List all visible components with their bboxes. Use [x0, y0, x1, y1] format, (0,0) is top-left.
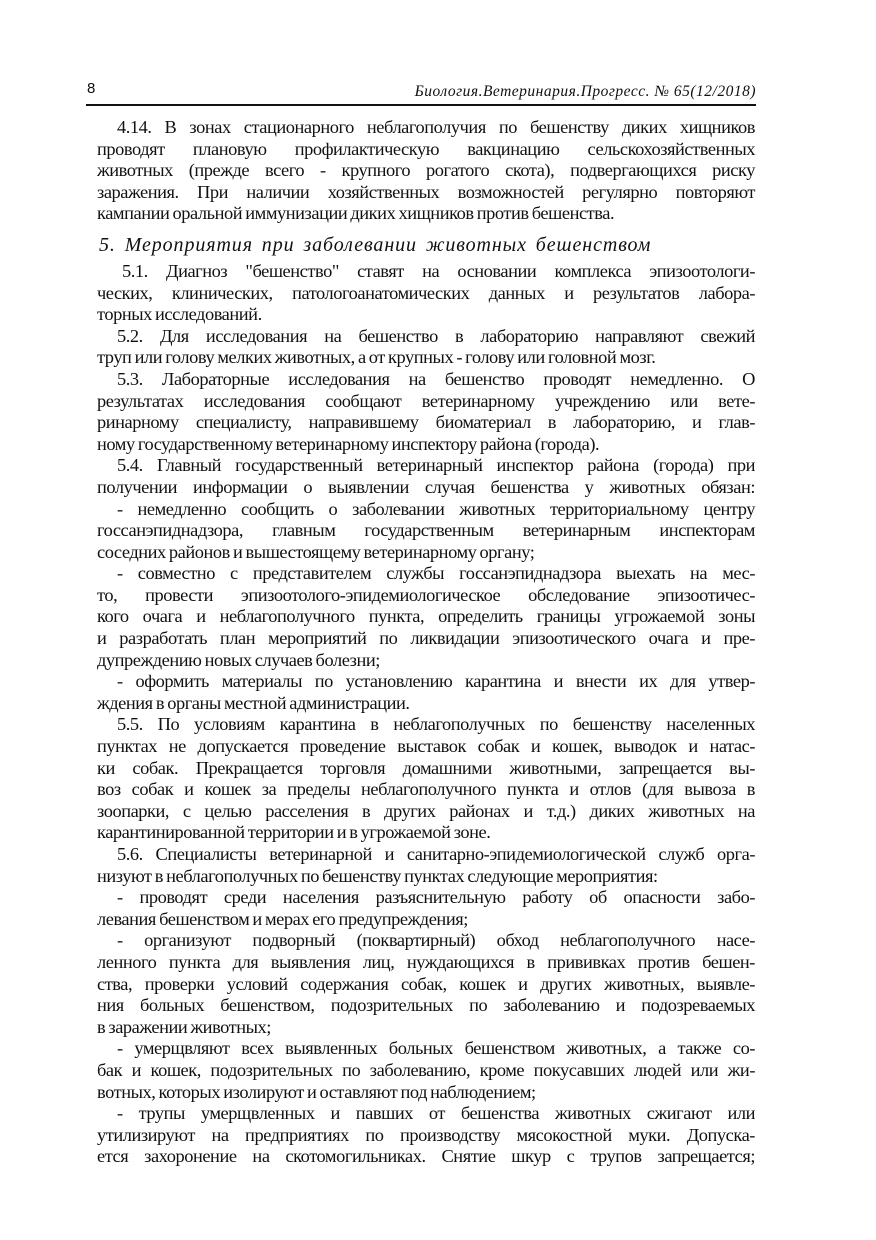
text-line: низуют в неблагополучных по бешенству пунктах следующие мероприятия: [97, 865, 658, 886]
text-line: ному государственному ветеринарному инспектору района (города). [97, 433, 600, 454]
text-line: 5.6. Специалисты ветеринарной и санитарно-эпидемиологической служб орга- [117, 844, 755, 864]
text-line: госсанэпиднадзора, главным государственным ветеринарным инспекторам [97, 520, 755, 541]
text-line: пунктах не допускается проведение выставок собак и кошек, выводок и натас- [97, 736, 755, 757]
text-line: ческих, клинических, патологоанатомических данных и результатов лабора- [97, 282, 755, 303]
text-line: торных исследований. [97, 304, 262, 325]
text-line: воз собак и кошек за пределы неблагополучного пункта и отлов (для вывоза в [97, 779, 755, 800]
text-line: ния больных бешенством, подозрительных по заболеванию и подозреваемых [97, 995, 755, 1016]
text-line: животных (прежде всего - крупного рогатого скота), подвергающихся риску [97, 160, 755, 181]
text-line: и разработать план мероприятий по ликвидации эпизоотического очага и пре- [97, 628, 755, 649]
text-line: кампании оральной иммунизации диких хищников против бешенства. [97, 203, 615, 224]
text-line: 5.2. Для исследования на бешенство в лабораторию направляют свежий [117, 325, 755, 346]
text-line: ждения в органы местной администрации. [97, 692, 410, 713]
section-heading: 5. Мероприятия при заболевании животных бешенством [99, 233, 652, 256]
document-body [97, 117, 755, 1168]
text-line: дупреждению новых случаев болезни; [97, 649, 380, 670]
text-line: проводят плановую профилактическую вакцинацию сельскохозяйственных [97, 138, 755, 159]
text-line: левания бешенством и мерах его предупреждения; [97, 908, 468, 929]
text-line: 4.14. В зонах стационарного неблагополучия по бешенству диких хищников [117, 117, 755, 137]
text-line: бак и кошек, подозрительных по заболеванию, кроме покусавших людей или жи- [97, 1059, 755, 1080]
text-line: - умерщвляют всех выявленных больных бешенством животных, а также со- [117, 1038, 755, 1059]
text-line: - организуют подворный (поквартирный) обход неблагополучного насе- [117, 930, 755, 951]
text-line: ется захоронение на скотомогильниках. Снятие шкур с трупов запрещается; [97, 1146, 755, 1167]
text-line: 5.5. По условиям карантина в неблагополучных по бешенству населенных [117, 714, 755, 735]
page-number: 8 [87, 80, 96, 97]
text-line: 5.1. Диагноз "бешенство" ставят на основании комплекса эпизоотологи- [122, 260, 755, 281]
text-line: труп или голову мелких животных, а от крупных - голову или головной мозг. [97, 347, 656, 368]
text-line: кого очага и неблагополучного пункта, определить границы угрожаемой зоны [97, 606, 755, 627]
text-line: - оформить материалы по установлению карантина и внести их для утвер- [117, 671, 755, 692]
text-line: 5.4. Главный государственный ветеринарный инспектор района (города) при [117, 455, 755, 476]
text-line: ства, проверки условий содержания собак, кошек и других животных, выявле- [97, 973, 755, 994]
header-rule [86, 104, 756, 106]
text-line: утилизируют на предприятиях по производству мясокостной муки. Допуска- [97, 1124, 755, 1145]
text-line: карантинированной территории и в угрожаемой зоне. [97, 822, 491, 843]
text-line: вотных, которых изолируют и оставляют под наблюдением; [97, 1081, 536, 1102]
text-line: - трупы умерщвленных и павших от бешенства животных сжигают или [117, 1103, 755, 1124]
text-line: получении информации о выявлении случая бешенства у животных обязан: [97, 476, 755, 497]
text-line: 5.3. Лабораторные исследования на бешенство проводят немедленно. О [117, 368, 755, 389]
running-title: Биология.Ветеринария.Прогресс. № 65(12/2018) [414, 83, 756, 100]
text-line: ки собак. Прекращается торговля домашними животными, запрещается вы- [97, 757, 755, 778]
text-line: ленного пункта для выявления лиц, нуждающихся в прививках против бешен- [97, 951, 755, 972]
text-line: то, провести эпизоотолого-эпидемиологическое обследование эпизоотичес- [97, 584, 755, 605]
text-line: соседних районов и вышестоящему ветеринарному органу; [97, 541, 535, 562]
text-line: - проводят среди населения разъяснительную работу об опасности забо- [117, 887, 755, 908]
text-line: в заражении животных; [97, 1016, 271, 1037]
text-line: зоопарки, с целью расселения в других районах и т.д.) диких животных на [97, 800, 755, 821]
text-line: - немедленно сообщить о заболевании животных территориальному центру [117, 498, 755, 519]
text-line: - совместно с представителем службы госсанэпиднадзора выехать на мес- [117, 563, 755, 584]
text-line: заражения. При наличии хозяйственных возможностей регулярно повторяют [97, 181, 755, 202]
text-line: ринарному специалисту, направившему биоматериал в лабораторию, и глав- [97, 412, 755, 433]
text-line: результатах исследования сообщают ветеринарному учреждению или вете- [97, 390, 755, 411]
